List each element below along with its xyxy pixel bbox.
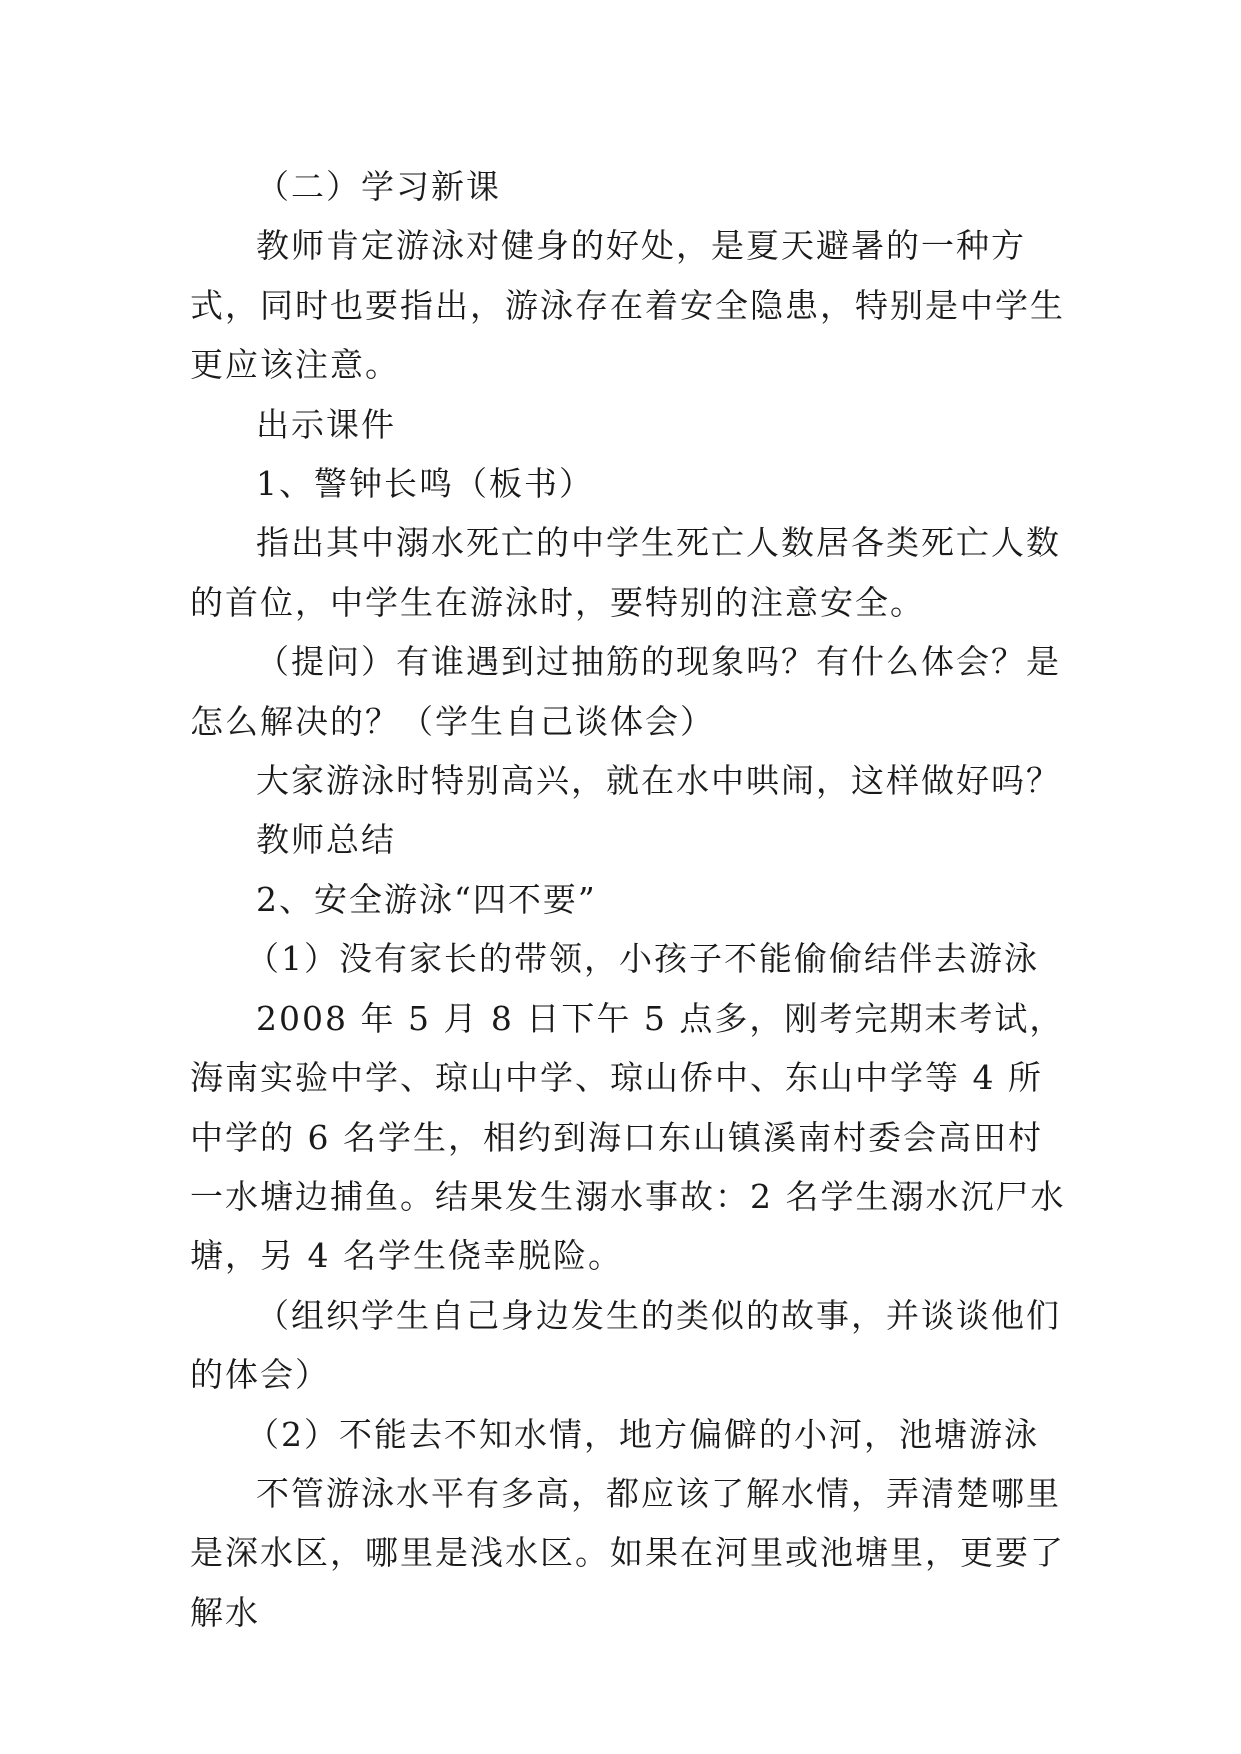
paragraph: （组织学生自己身边发生的类似的故事，并谈谈他们的体会） xyxy=(190,1295,1061,1395)
subheading: 2、安全游泳“四不要” xyxy=(256,879,597,919)
paragraph: （提问）有谁遇到过抽筋的现象吗？有什么体会？是怎么解决的？（学生自己谈体会） xyxy=(190,642,1061,741)
paragraph: 大家游泳时特别高兴，就在水中哄闹，这样做好吗？ xyxy=(256,761,1061,801)
paragraph: 教师总结 xyxy=(256,820,396,860)
list-item: （1）没有家长的带领，小孩子不能偷偷结伴去游泳 xyxy=(246,939,1039,979)
paragraph: 教师肯定游泳对健身的好处，是夏天避暑的一种方式，同时也要指出，游泳存在着安全隐患，特别是中学生更应该注意。 xyxy=(190,226,1065,385)
paragraph: 2008 年 5 月 8 日下午 5 点多，刚考完期末考试，海南实验中学、琼山中学、琼山侨中、东山中学等 4 所中学的 6 名学生，相约到海口东山镇溪南村委会高田村一水塘边捕鱼。结果发生溺水事故：2 名学生溺水沉尸水塘，另 4 名学生侥幸脱险。 xyxy=(190,998,1066,1276)
paragraph: 不管游泳水平有多高，都应该了解水情，弄清楚哪里是深水区，哪里是浅水区。如果在河里或池塘里，更要了解水 xyxy=(190,1473,1065,1632)
section-heading: （二）学习新课 xyxy=(256,167,501,206)
subheading: 1、警钟长鸣（板书） xyxy=(256,464,594,504)
paragraph: 出示课件 xyxy=(256,404,396,444)
document-body xyxy=(190,157,1070,1642)
list-item: （2）不能去不知水情，地方偏僻的小河，池塘游泳 xyxy=(246,1414,1039,1454)
paragraph: 指出其中溺水死亡的中学生死亡人数居各类死亡人数的首位，中学生在游泳时，要特别的注意安全。 xyxy=(190,523,1061,622)
